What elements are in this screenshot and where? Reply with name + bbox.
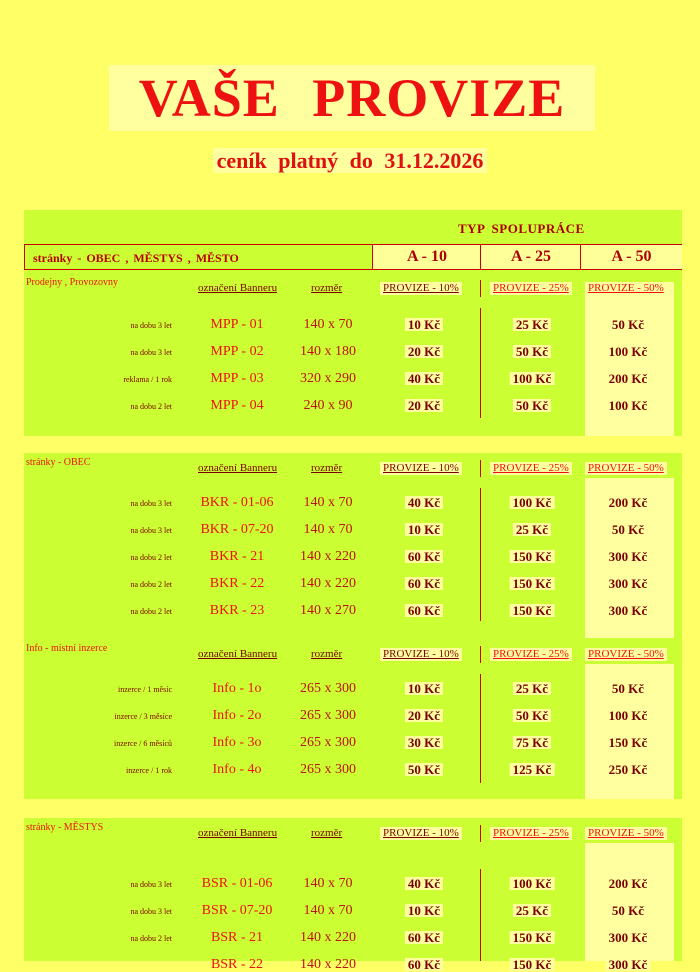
row-term: inzerce / 3 měsíce [114, 712, 172, 721]
price-a50: 200 Kč [606, 877, 651, 890]
banner-size: 140 x 220 [300, 549, 356, 564]
banner-size: 140 x 270 [300, 603, 356, 618]
banner-code: BKR - 22 [209, 576, 265, 591]
price-a10: 50 Kč [405, 763, 443, 776]
banner-size: 265 x 300 [300, 681, 356, 696]
header-provize-25: PROVIZE - 25% [490, 282, 572, 295]
row-term: na dobu 2 let [130, 553, 172, 562]
price-a50: 100 Kč [606, 345, 651, 358]
type-a25: A - 25 [480, 245, 581, 269]
row-term: na dobu 2 let [130, 402, 172, 411]
price-a50: 200 Kč [606, 372, 651, 385]
header-banner-code: označení Banneru [198, 462, 278, 474]
header-provize-10: PROVIZE - 10% [380, 648, 462, 661]
price-a25: 50 Kč [513, 345, 551, 358]
price-a25: 100 Kč [510, 496, 555, 509]
price-a10: 10 Kč [405, 682, 443, 695]
price-a25: 150 Kč [510, 550, 555, 563]
row-term: inzerce / 6 měsíců [114, 739, 172, 748]
banner-code: BSR - 01-06 [201, 876, 273, 891]
price-a50: 300 Kč [606, 577, 651, 590]
price-a50: 300 Kč [606, 931, 651, 944]
price-a50: 200 Kč [606, 496, 651, 509]
banner-size: 140 x 70 [303, 876, 353, 891]
section-caption-info: Info - místní inzerce [26, 643, 108, 654]
banner-code: BKR - 23 [209, 603, 265, 618]
price-a50: 100 Kč [606, 709, 651, 722]
price-a10: 10 Kč [405, 904, 443, 917]
panel-prodejny [24, 210, 682, 436]
price-a50: 50 Kč [609, 682, 647, 695]
banner-code: Info - 1o [212, 681, 262, 696]
header-banner-code: označení Banneru [198, 827, 278, 839]
banner-size: 140 x 70 [303, 522, 353, 537]
price-a10: 20 Kč [405, 345, 443, 358]
column-divider [480, 869, 481, 961]
banner-code: BKR - 07-20 [200, 522, 274, 537]
price-a25: 75 Kč [513, 736, 551, 749]
price-a25: 100 Kč [510, 372, 555, 385]
price-a50: 300 Kč [606, 958, 651, 971]
panel-obec-info [24, 453, 682, 799]
banner-size: 140 x 220 [300, 576, 356, 591]
title-box [109, 65, 595, 131]
section-caption-mestys: stránky - MĚSTYS [26, 822, 104, 833]
price-a50: 250 Kč [606, 763, 651, 776]
header-banner-code: označení Banneru [198, 282, 278, 294]
price-a10: 40 Kč [405, 877, 443, 890]
price-a25: 50 Kč [513, 709, 551, 722]
row-term: na dobu 2 let [130, 580, 172, 589]
banner-code: Info - 2o [212, 708, 262, 723]
price-a10: 60 Kč [405, 604, 443, 617]
price-a10: 20 Kč [405, 709, 443, 722]
typ-spoluprace-header: TYP SPOLUPRÁCE [458, 221, 585, 236]
row-term: na dobu 3 let [130, 499, 172, 508]
price-a50: 50 Kč [609, 523, 647, 536]
header-provize-50: PROVIZE - 50% [585, 648, 667, 661]
stranky-main-label: stránky - OBEC , MĚSTYS , MĚSTO [33, 251, 239, 265]
column-divider [480, 488, 481, 621]
price-a10: 10 Kč [405, 318, 443, 331]
price-a50: 50 Kč [609, 904, 647, 917]
price-a10: 60 Kč [405, 550, 443, 563]
price-a50: 50 Kč [609, 318, 647, 331]
price-a25: 150 Kč [510, 958, 555, 971]
column-divider [480, 674, 481, 783]
price-a10: 60 Kč [405, 958, 443, 971]
banner-size: 265 x 300 [300, 708, 356, 723]
price-a25: 50 Kč [513, 399, 551, 412]
header-size: rozměr [311, 648, 343, 660]
banner-size: 140 x 220 [300, 957, 356, 972]
banner-size: 265 x 300 [300, 762, 356, 777]
subtitle-wrap [0, 148, 700, 174]
header-provize-10: PROVIZE - 10% [380, 827, 462, 840]
row-term: na dobu 3 let [130, 907, 172, 916]
banner-size: 140 x 70 [303, 495, 353, 510]
stranky-type-row [24, 244, 682, 270]
header-size: rozměr [311, 827, 343, 839]
row-term: na dobu 3 let [130, 880, 172, 889]
type-a50: A - 50 [580, 245, 682, 269]
banner-code: BKR - 01-06 [200, 495, 274, 510]
row-term: na dobu 3 let [130, 348, 172, 357]
banner-code: MPP - 03 [210, 371, 264, 386]
header-divider [480, 280, 481, 297]
header-provize-50: PROVIZE - 50% [585, 462, 667, 475]
price-a10: 30 Kč [405, 736, 443, 749]
section-caption-prodejny: Prodejny , Provozovny [26, 277, 118, 288]
column-divider [480, 308, 481, 418]
price-a50: 300 Kč [606, 550, 651, 563]
header-provize-10: PROVIZE - 10% [380, 282, 462, 295]
header-banner-code: označení Banneru [198, 648, 278, 660]
row-term: na dobu 2 let [130, 934, 172, 943]
price-a25: 25 Kč [513, 318, 551, 331]
page-title: VAŠE PROVIZE [138, 68, 566, 128]
header-provize-50: PROVIZE - 50% [585, 827, 667, 840]
banner-code: BKR - 21 [209, 549, 265, 564]
banner-size: 140 x 70 [303, 317, 353, 332]
banner-size: 240 x 90 [303, 398, 353, 413]
banner-size: 265 x 300 [300, 735, 356, 750]
panel-mestys [24, 818, 682, 972]
price-a25: 150 Kč [510, 577, 555, 590]
header-divider [480, 825, 481, 842]
banner-code: MPP - 01 [210, 317, 264, 332]
banner-size: 320 x 290 [300, 371, 356, 386]
price-a50: 100 Kč [606, 399, 651, 412]
price-a50: 150 Kč [606, 736, 651, 749]
section-caption-obec: stránky - OBEC [26, 457, 91, 468]
banner-size: 140 x 180 [300, 344, 356, 359]
banner-size: 140 x 220 [300, 930, 356, 945]
price-a25: 150 Kč [510, 931, 555, 944]
banner-code: BSR - 22 [210, 957, 264, 972]
header-provize-50: PROVIZE - 50% [585, 282, 667, 295]
price-a10: 20 Kč [405, 399, 443, 412]
header-size: rozměr [311, 282, 343, 294]
banner-code: Info - 4o [212, 762, 262, 777]
row-term: inzerce / 1 rok [126, 766, 172, 775]
row-term: na dobu 2 let [130, 607, 172, 616]
banner-code: MPP - 02 [210, 344, 264, 359]
price-a25: 100 Kč [510, 877, 555, 890]
banner-code: BSR - 21 [210, 930, 264, 945]
row-term: inzerce / 1 měsíc [118, 685, 172, 694]
header-size: rozměr [311, 462, 343, 474]
header-provize-10: PROVIZE - 10% [380, 462, 462, 475]
header-divider [480, 460, 481, 477]
price-a10: 10 Kč [405, 523, 443, 536]
price-a50: 300 Kč [606, 604, 651, 617]
price-a10: 60 Kč [405, 931, 443, 944]
banner-code: BSR - 07-20 [201, 903, 273, 918]
type-a10: A - 10 [372, 245, 481, 269]
banner-code: Info - 3o [212, 735, 262, 750]
header-provize-25: PROVIZE - 25% [490, 462, 572, 475]
price-a25: 125 Kč [510, 763, 555, 776]
price-a10: 40 Kč [405, 496, 443, 509]
price-a25: 25 Kč [513, 523, 551, 536]
banner-size: 140 x 70 [303, 903, 353, 918]
row-term: reklama / 1 rok [123, 375, 172, 384]
price-a25: 150 Kč [510, 604, 555, 617]
price-a25: 25 Kč [513, 904, 551, 917]
row-term: na dobu 3 let [130, 526, 172, 535]
price-list-validity: ceník platný do 31.12.2026 [213, 148, 488, 173]
header-provize-25: PROVIZE - 25% [490, 827, 572, 840]
banner-code: MPP - 04 [210, 398, 264, 413]
header-provize-25: PROVIZE - 25% [490, 648, 572, 661]
price-a10: 40 Kč [405, 372, 443, 385]
header-divider [480, 646, 481, 663]
row-term: na dobu 3 let [130, 321, 172, 330]
price-a25: 25 Kč [513, 682, 551, 695]
price-a10: 60 Kč [405, 577, 443, 590]
